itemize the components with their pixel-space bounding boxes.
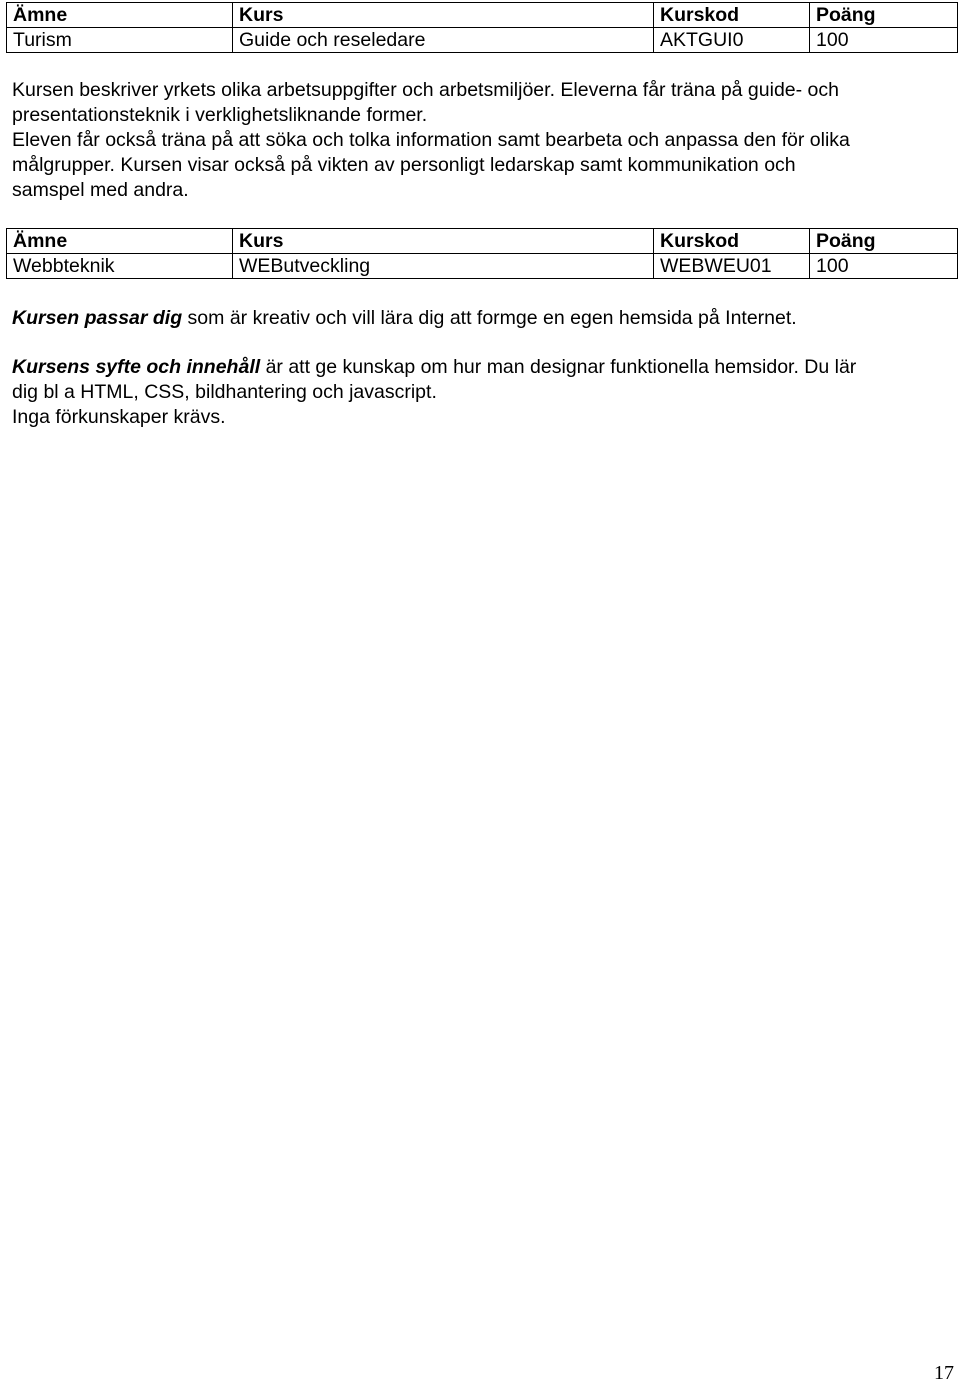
course-table-webbteknik: [6, 228, 958, 279]
header-kurs: Kurs: [233, 3, 654, 28]
description-line: Eleven får också träna på att söka och tolka information samt bearbeta och anpassa den för olika: [12, 129, 850, 151]
description-line: Kursen beskriver yrkets olika arbetsuppgifter och arbetsmiljöer. Eleverna får träna på guide- och: [12, 79, 839, 101]
cell-amne: Turism: [7, 28, 233, 53]
course-purpose-webbteknik: [12, 355, 952, 430]
description-line: samspel med andra.: [12, 179, 189, 201]
header-amne: Ämne: [7, 3, 233, 28]
description-line: målgrupper. Kursen visar också på vikten av personligt ledarskap samt kommunikation och: [12, 154, 796, 176]
table-row: [7, 28, 958, 53]
cell-kurs: WEButveckling: [233, 254, 654, 279]
cell-amne: Webbteknik: [7, 254, 233, 279]
prerequisites-line: Inga förkunskaper krävs.: [12, 406, 226, 428]
table-header-row: [7, 229, 958, 254]
purpose-text: är att ge kunskap om hur man designar funktionella hemsidor. Du lär: [260, 356, 857, 378]
intro-line: [12, 306, 952, 331]
purpose-line: dig bl a HTML, CSS, bildhantering och javascript.: [12, 381, 437, 403]
header-poang: Poäng: [810, 3, 958, 28]
course-table-turism: [6, 2, 958, 53]
table-row: [7, 254, 958, 279]
header-poang: Poäng: [810, 229, 958, 254]
cell-kurskod: AKTGUI0: [654, 28, 810, 53]
header-amne: Ämne: [7, 229, 233, 254]
header-kurskod: Kurskod: [654, 3, 810, 28]
course-intro-webbteknik: [12, 306, 952, 331]
intro-emphasis: Kursen passar dig: [12, 307, 183, 329]
cell-kurs: Guide och reseledare: [233, 28, 654, 53]
header-kurs: Kurs: [233, 229, 654, 254]
table-header-row: [7, 3, 958, 28]
page-number: 17: [934, 1362, 954, 1384]
description-line: presentationsteknik i verklighetsliknande former.: [12, 104, 428, 126]
purpose-emphasis: Kursens syfte och innehåll: [12, 356, 261, 378]
intro-text: som är kreativ och vill lära dig att formge en egen hemsida på Internet.: [182, 307, 797, 329]
cell-poang: 100: [810, 254, 958, 279]
purpose-line: [12, 355, 952, 380]
course-description-turism: [12, 78, 952, 203]
header-kurskod: Kurskod: [654, 229, 810, 254]
cell-poang: 100: [810, 28, 958, 53]
cell-kurskod: WEBWEU01: [654, 254, 810, 279]
